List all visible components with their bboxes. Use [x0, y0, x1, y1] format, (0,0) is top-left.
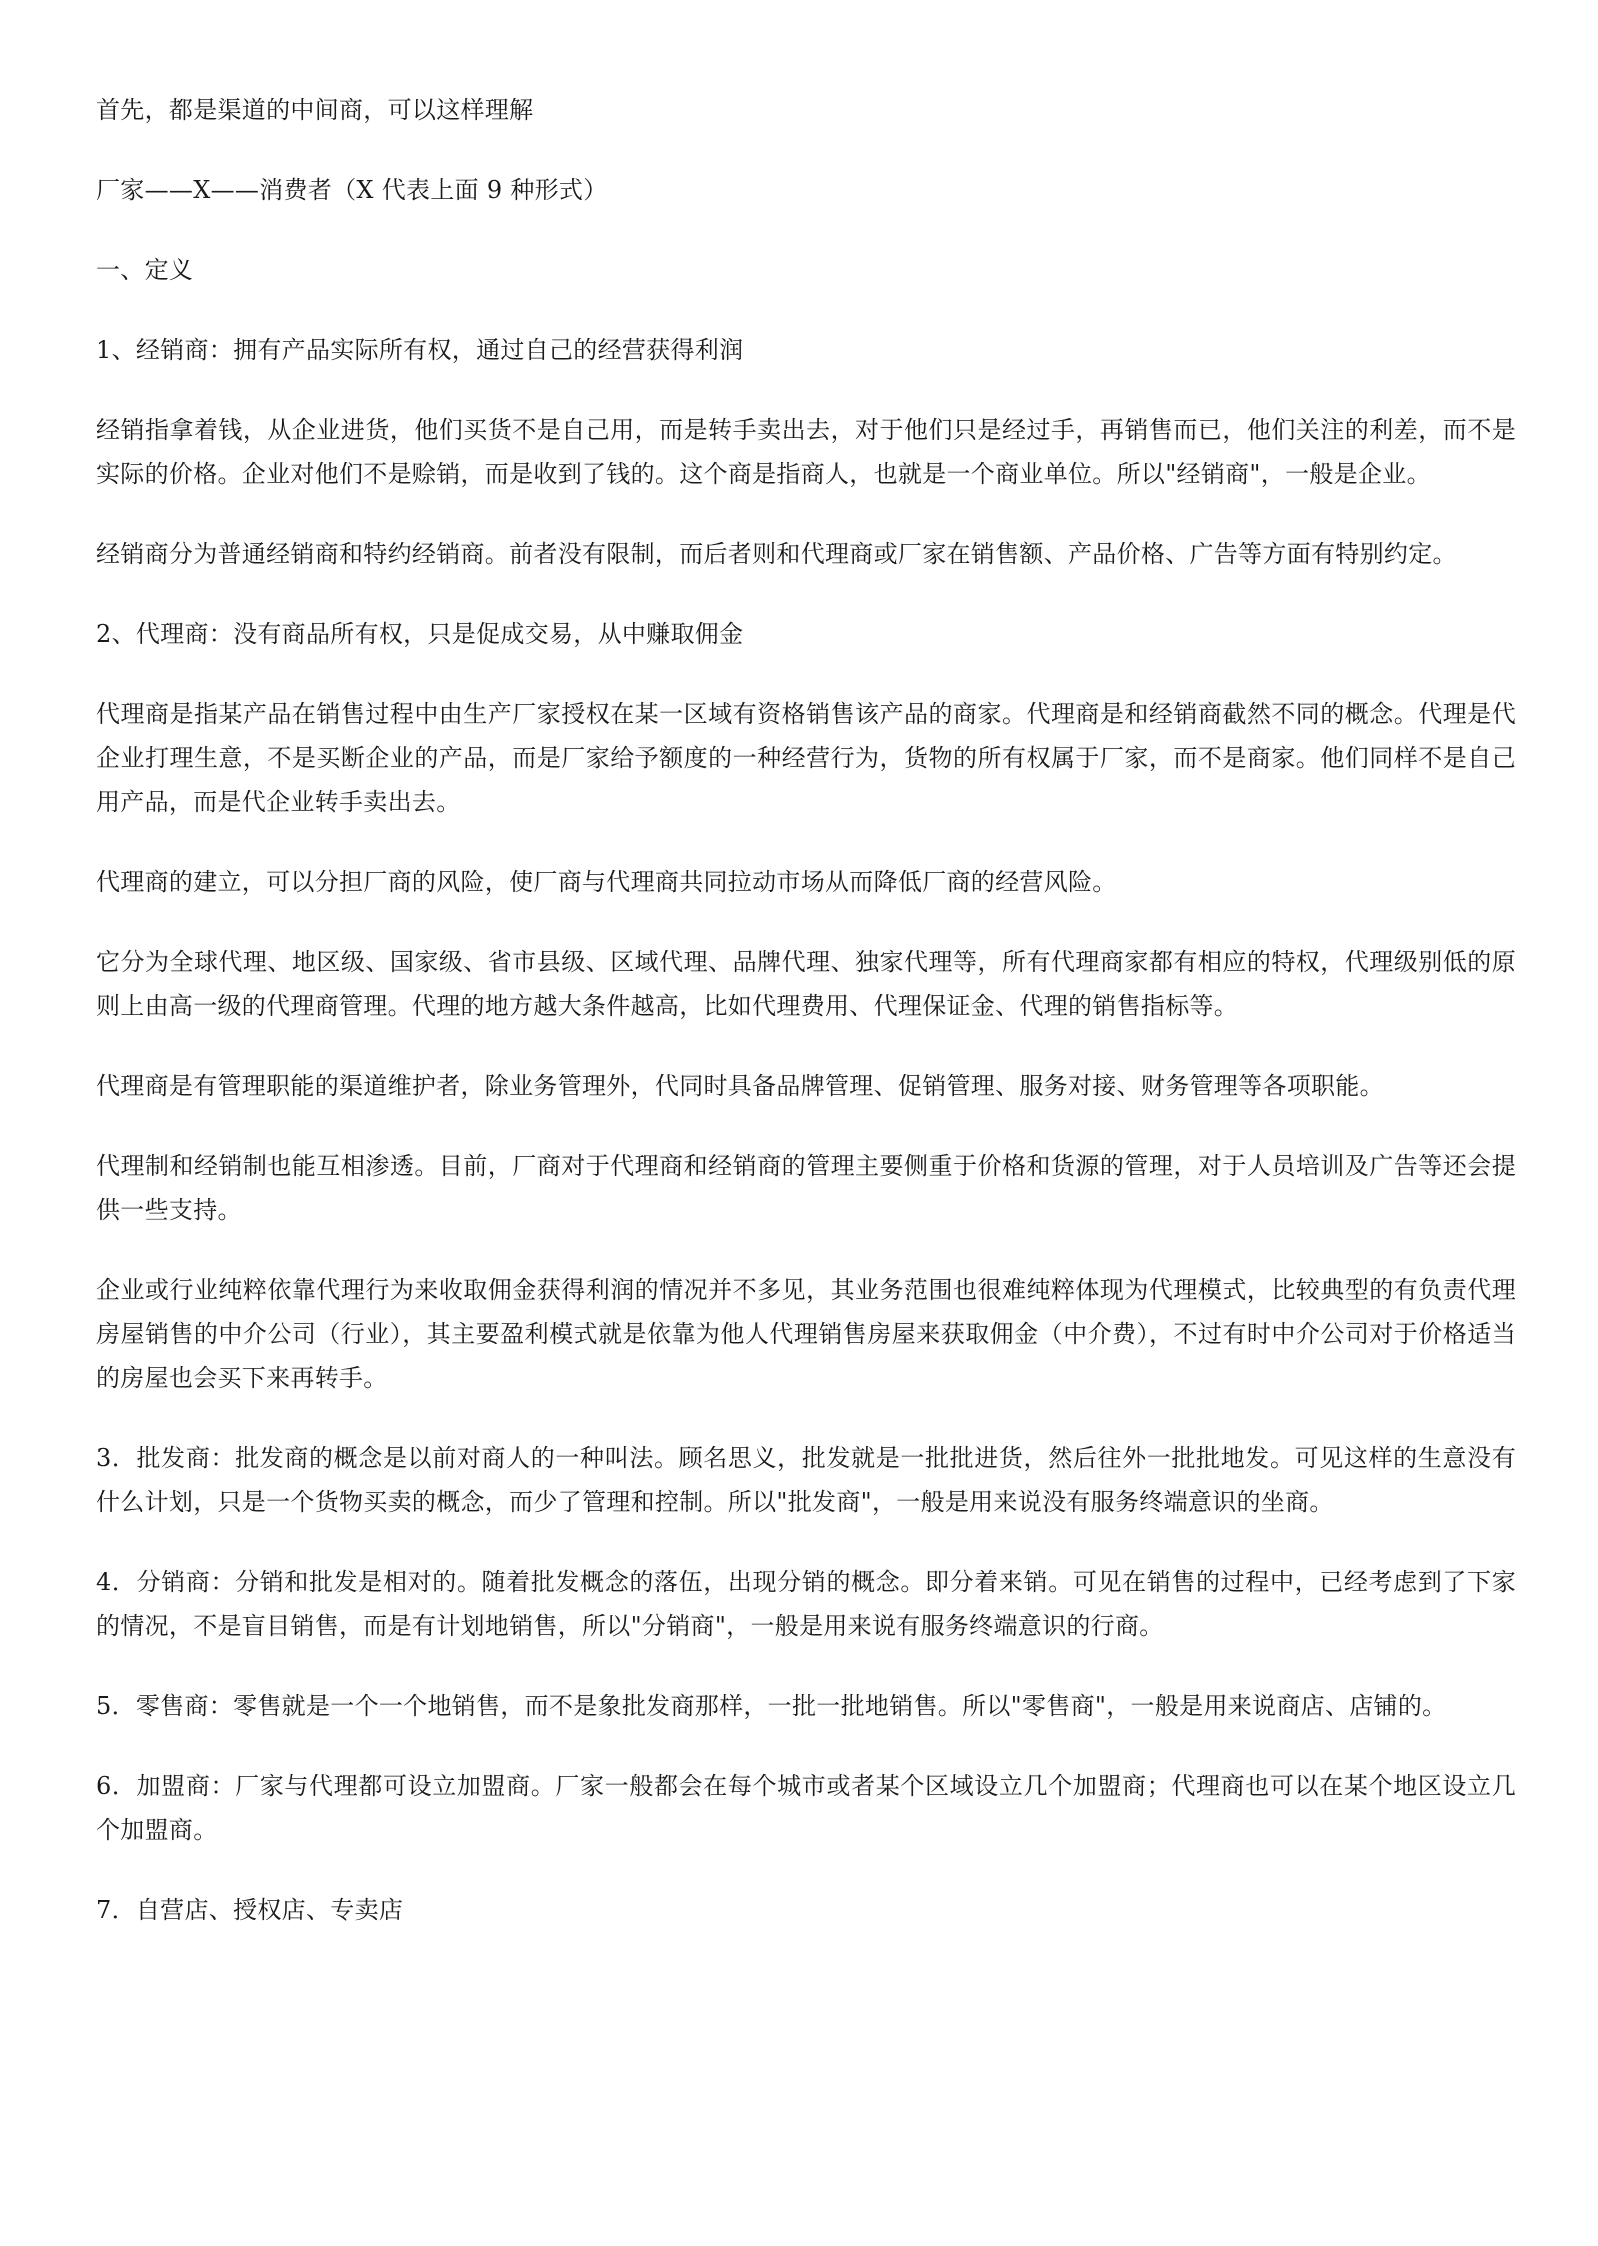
paragraph-wholesaler: 3．批发商：批发商的概念是以前对商人的一种叫法。顾名思义，批发就是一批批进货，然后往外一批批地发。可见这样的生意没有什么计划，只是一个货物买卖的概念，而少了管理和控制。所以"批发商"，一般是用来说没有服务终端意识的坐商。: [96, 1444, 1516, 1516]
paragraph-reseller: 4．分销商：分销和批发是相对的。随着批发概念的落伍，出现分销的概念。即分着来销。可见在销售的过程中，已经考虑到了下家的情况，不是盲目销售，而是有计划地销售，所以"分销商"，一般是用来说有服务终端意识的行商。: [96, 1568, 1516, 1640]
item-heading-agent: 2、代理商：没有商品所有权，只是促成交易，从中赚取佣金: [96, 620, 744, 648]
item-heading-stores: 7．自营店、授权店、专卖店: [96, 1896, 404, 1924]
paragraph-agent-examples: 企业或行业纯粹依靠代理行为来收取佣金获得利润的情况并不多见，其业务范围也很难纯粹体现为代理模式，比较典型的有负责代理房屋销售的中介公司（行业），其主要盈利模式就是依靠为他人代理销售房屋来获取佣金（中介费），不过有时中介公司对于价格适当的房屋也会买下来再转手。: [96, 1276, 1516, 1392]
paragraph-agent-levels: 它分为全球代理、地区级、国家级、省市县级、区域代理、品牌代理、独家代理等，所有代理商家都有相应的特权，代理级别低的原则上由高一级的代理商管理。代理的地方越大条件越高，比如代理费用、代理保证金、代理的销售指标等。: [96, 948, 1516, 1020]
intro-line: 首先，都是渠道的中间商，可以这样理解: [96, 96, 534, 124]
paragraph-agent-desc: 代理商是指某产品在销售过程中由生产厂家授权在某一区域有资格销售该产品的商家。代理商是和经销商截然不同的概念。代理是代企业打理生意，不是买断企业的产品，而是厂家给予额度的一种经营行为，货物的所有权属于厂家，而不是商家。他们同样不是自己用产品，而是代企业转手卖出去。: [96, 700, 1516, 816]
item-heading-distributor: 1、经销商：拥有产品实际所有权，通过自己的经营获得利润: [96, 336, 744, 364]
channel-formula: 厂家——X——消费者（X 代表上面 9 种形式）: [96, 176, 608, 204]
document-page: [96, 88, 1516, 1968]
paragraph-agent-functions: 代理商是有管理职能的渠道维护者，除业务管理外，代同时具备品牌管理、促销管理、服务对接、财务管理等各项职能。: [96, 1072, 1384, 1100]
paragraph-retailer: 5．零售商：零售就是一个一个地销售，而不是象批发商那样，一批一批地销售。所以"零售商"，一般是用来说商店、店铺的。: [96, 1692, 1447, 1720]
paragraph-distributor-desc: 经销指拿着钱，从企业进货，他们买货不是自己用，而是转手卖出去，对于他们只是经过手，再销售而已，他们关注的利差，而不是实际的价格。企业对他们不是赊销，而是收到了钱的。这个商是指商人，也就是一个商业单位。所以"经销商"，一般是企业。: [96, 416, 1516, 488]
paragraph-agent-risk: 代理商的建立，可以分担厂商的风险，使厂商与代理商共同拉动市场从而降低厂商的经营风险。: [96, 868, 1117, 896]
paragraph-agent-system: 代理制和经销制也能互相渗透。目前，厂商对于代理商和经销商的管理主要侧重于价格和货源的管理，对于人员培训及广告等还会提供一些支持。: [96, 1152, 1516, 1224]
paragraph-franchisee: 6．加盟商：厂家与代理都可设立加盟商。厂家一般都会在每个城市或者某个区域设立几个加盟商；代理商也可以在某个地区设立几个加盟商。: [96, 1772, 1516, 1844]
section-heading-definition: 一、定义: [96, 256, 194, 284]
paragraph-distributor-types: 经销商分为普通经销商和特约经销商。前者没有限制，而后者则和代理商或厂家在销售额、产品价格、广告等方面有特别约定。: [96, 540, 1457, 568]
